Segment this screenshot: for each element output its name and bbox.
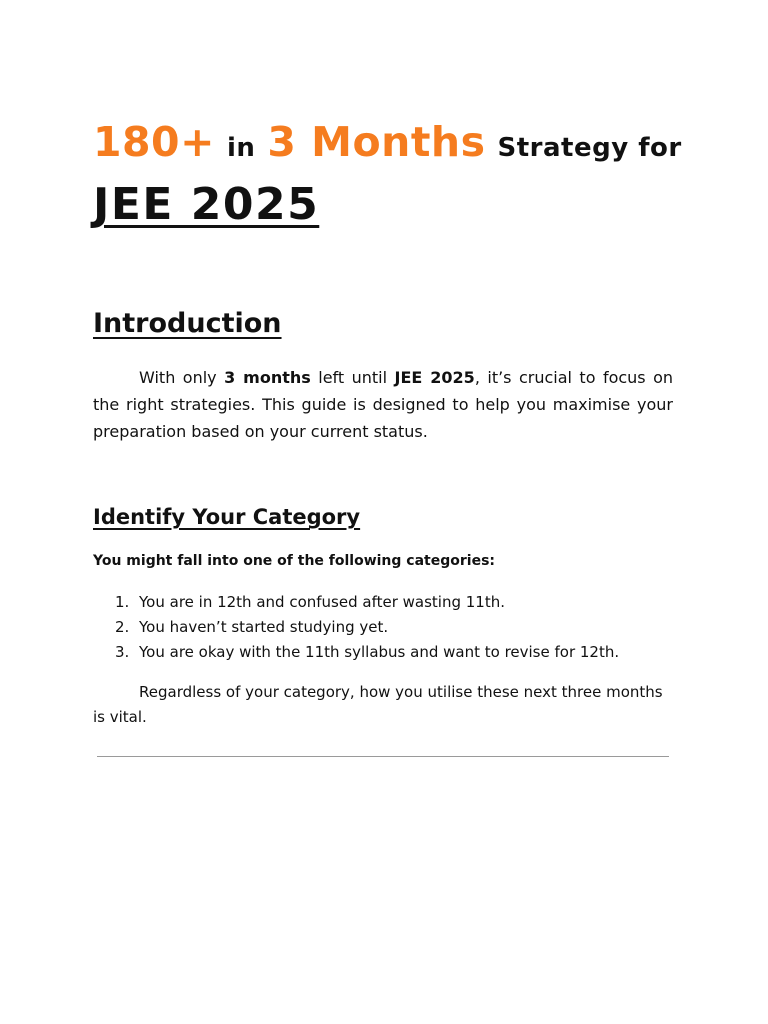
category-heading: Identify Your Category	[93, 505, 361, 529]
introduction-heading: Introduction	[93, 308, 282, 339]
list-item-text: You are okay with the 11th syllabus and want to revise for 12th.	[139, 643, 620, 661]
closing-paragraph: Regardless of your category, how you utilise these next three months is vital.	[93, 683, 663, 726]
title-months: 3 Months	[267, 118, 486, 166]
list-item-number: 1.	[115, 593, 130, 611]
list-item	[93, 640, 673, 665]
horizontal-divider	[97, 756, 669, 757]
intro-bold-months: 3 months	[224, 368, 311, 387]
list-item-number: 3.	[115, 643, 130, 661]
title-strategy-for: Strategy for	[497, 133, 682, 163]
intro-text-1: With only	[139, 368, 225, 387]
title-line-1	[93, 118, 682, 166]
list-item	[93, 590, 673, 615]
title-in: in	[226, 133, 256, 163]
list-item-text: You haven’t started studying yet.	[139, 618, 389, 636]
intro-text-3: , it’s crucial to focus on the right strategies. This guide is designed to help you maximise your preparation based on your current status.	[93, 368, 674, 441]
category-list	[93, 590, 673, 665]
list-item-text: You are in 12th and confused after wasting 11th.	[139, 593, 505, 611]
introduction-paragraph	[93, 364, 673, 445]
list-item	[93, 615, 673, 640]
intro-text-2: left until	[310, 368, 395, 387]
list-item-number: 2.	[115, 618, 130, 636]
title-exam: JEE 2025	[93, 179, 320, 230]
category-lead: You might fall into one of the following categories:	[93, 553, 496, 569]
title-score: 180+	[93, 118, 215, 166]
intro-bold-exam: JEE 2025	[394, 368, 475, 387]
